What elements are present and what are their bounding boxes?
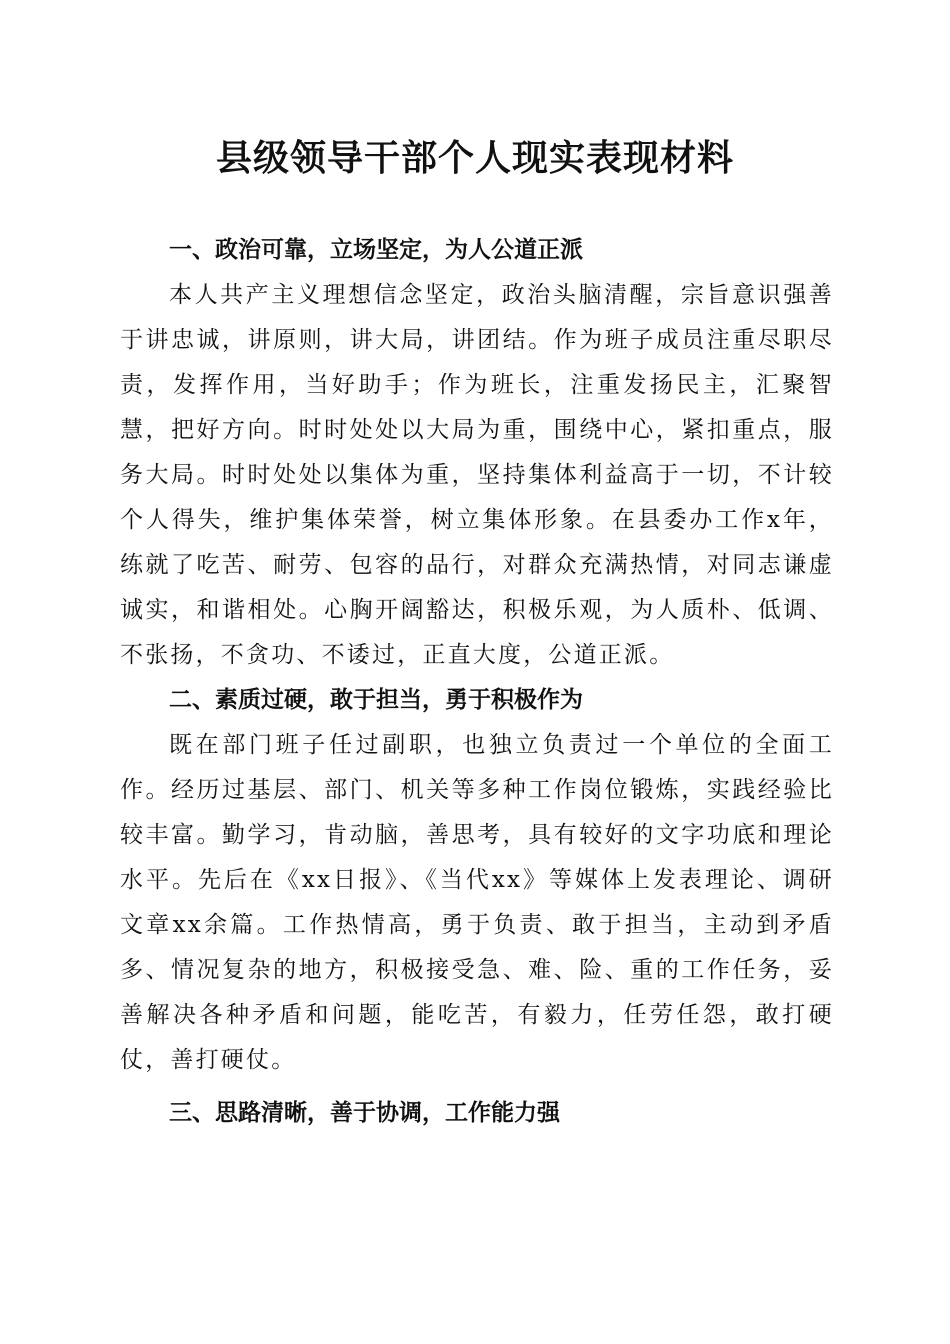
- section-heading-1: 一、政治可靠，立场坚定，为人公道正派: [169, 237, 583, 263]
- section-paragraph-1: 本人共产主义理想信念坚定，政治头脑清醒，宗旨意识强善于讲忠诚，讲原则，讲大局，讲团结。作为班子成员注重尽职尽责，发挥作用，当好助手；作为班长，注重发扬民主，汇聚智慧，把好方向。时时处处以大局为重，围绕中心，紧扣重点，服务大局。时时处处以集体为重，坚持集体利益高于一切，不计较个人得失，维护集体荣誉，树立集体形象。在县委办工作x年，练就了吃苦、耐劳、包容的品行，对群众充满热情，对同志谦虚诚实，和谐相处。心胸开阔豁达，积极乐观，为人质朴、低调、不张扬，不贪功、不诿过，正直大度，公道正派。: [120, 282, 834, 668]
- section-heading-3: 三、思路清晰，善于协调，工作能力强: [169, 1100, 560, 1126]
- document-title: 县级领导干部个人现实表现材料: [215, 137, 734, 179]
- section-paragraph-2: 既在部门班子任过副职，也独立负责过一个单位的全面工作。经历过基层、部门、机关等多种工作岗位锻炼，实践经验比较丰富。勤学习，肯动脑，善思考，具有较好的文字功底和理论水平。先后在《xx日报》、《当代xx》等媒体上发表理论、调研文章xx余篇。工作热情高，勇于负责、敢于担当，主动到矛盾多、情况复杂的地方，积极接受急、难、险、重的工作任务，妥善解决各种矛盾和问题，能吃苦，有毅力，任劳任怨，敢打硬仗，善打硬仗。: [120, 732, 834, 1073]
- section-heading-2: 二、素质过硬，敢于担当，勇于积极作为: [169, 687, 583, 713]
- document-body: [120, 228, 834, 1136]
